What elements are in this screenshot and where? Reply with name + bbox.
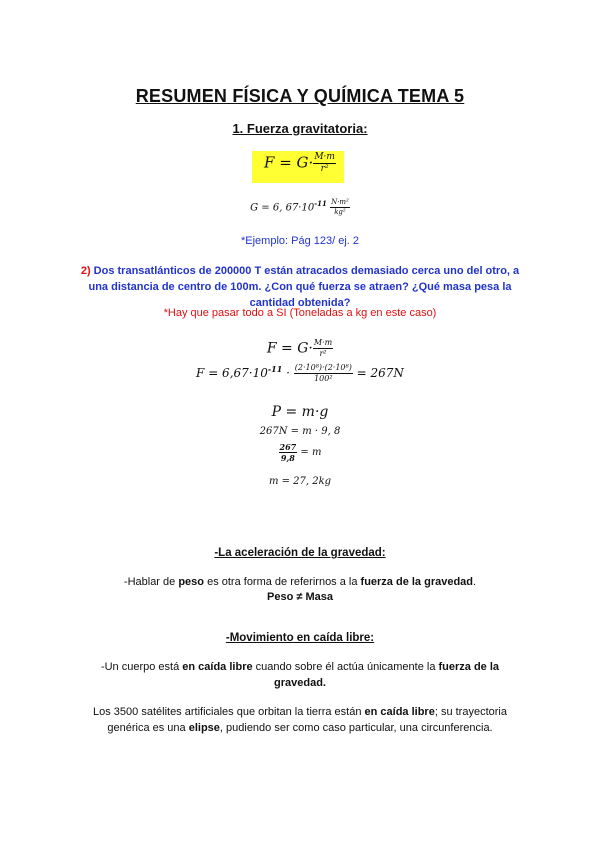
solution-force-calculation xyxy=(0,364,600,383)
formula-lhs: F = G· xyxy=(264,153,314,172)
mass-result: m = 27, 2kg xyxy=(268,476,332,487)
bold-term-ellipse: elipse xyxy=(188,722,220,734)
gravity-paragraph xyxy=(0,574,600,590)
solution-formula xyxy=(0,339,600,358)
formula-numerator: M·m xyxy=(314,152,335,162)
page-title: RESUMEN FÍSICA Y QUÍMICA TEMA 5 xyxy=(135,86,465,106)
weight-formula: P = m·g xyxy=(271,404,329,420)
force-calc-numerator: (2·10⁸)·(2·10⁸) xyxy=(294,363,352,372)
force-calc-result: = 267N xyxy=(352,366,404,380)
solution-formula-lhs: F = G· xyxy=(266,340,313,357)
mass-division xyxy=(0,443,600,462)
constant-value: G = 6, 67·10 xyxy=(250,202,315,214)
force-calc-dot: · xyxy=(282,366,294,380)
problem-statement xyxy=(70,263,530,311)
solution-formula-denominator: r² xyxy=(319,349,327,358)
text-run: , pudiendo ser como caso particular, una circunferencia. xyxy=(219,722,493,734)
gravitational-constant xyxy=(0,199,600,216)
bold-term-peso: peso xyxy=(178,576,205,588)
force-calc-exponent: -11 xyxy=(267,364,283,374)
gravitational-formula xyxy=(0,153,600,174)
bold-term-gravity-force: fuerza de la gravedad xyxy=(360,576,474,588)
text-run: -Hablar de xyxy=(123,576,179,588)
problem-number: 2) xyxy=(80,265,91,277)
constant-unit-denominator: kg² xyxy=(334,208,346,217)
mass-division-numerator: 267 xyxy=(279,442,297,452)
force-calc-denominator: 100² xyxy=(314,374,333,383)
section-heading-gravitational-force: 1. Fuerza gravitatoria: xyxy=(232,121,368,136)
force-calc-constant: F = 6,67·10 xyxy=(196,366,268,380)
bold-term-free-fall: en caída libre xyxy=(364,706,435,718)
constant-unit-numerator: N·m² xyxy=(331,198,349,207)
section-heading-free-fall: -Movimiento en caída libre: xyxy=(225,632,375,644)
mass-division-rhs: = m xyxy=(297,447,322,458)
example-reference: *Ejemplo: Pág 123/ ej. 2 xyxy=(240,235,360,247)
weight-vs-mass-statement: Peso ≠ Masa xyxy=(267,591,333,603)
text-run: . xyxy=(473,576,477,588)
weight-substitution: 267N = m · 9, 8 xyxy=(259,426,341,437)
text-run: cuando sobre él actúa únicamente la xyxy=(252,661,439,673)
text-run: ; su trayectoria genérica es una xyxy=(107,706,507,734)
problem-note: *Hay que pasar todo a SI (Toneladas a kg en este caso) xyxy=(163,307,437,319)
solution-formula-numerator: M·m xyxy=(313,338,333,347)
satellites-paragraph xyxy=(85,704,515,736)
free-fall-definition xyxy=(95,659,505,691)
problem-text: Dos transatlánticos de 200000 T están atracados demasiado cerca uno del otro, a una distancia de centro de 100m. ¿Con qué fuerza se atraen? ¿Qué masa pesa la cantidad obtenida? xyxy=(88,265,520,309)
section-heading-gravity-acceleration: -La aceleración de la gravedad: xyxy=(214,547,386,559)
bold-term-free-fall: en caída libre xyxy=(182,661,253,673)
bold-term-gravity-force: fuerza de la gravedad. xyxy=(274,661,500,689)
formula-denominator: r² xyxy=(320,164,329,174)
mass-division-denominator: 9,8 xyxy=(280,453,295,463)
text-run: Los 3500 satélites artificiales que orbitan la tierra están xyxy=(93,706,365,718)
text-run: -Un cuerpo está xyxy=(100,661,183,673)
text-run: es otra forma de referirnos a la xyxy=(204,576,361,588)
constant-exponent: -11 xyxy=(314,199,327,208)
